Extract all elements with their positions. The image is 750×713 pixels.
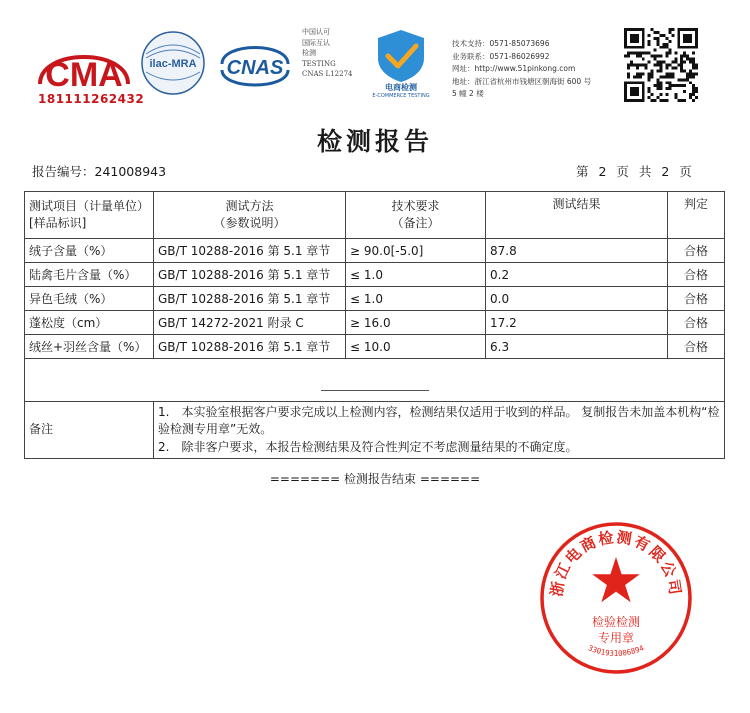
table-header-row — [25, 192, 725, 239]
cell-requirement: ≥ 16.0 — [346, 311, 486, 335]
svg-text:CNAS: CNAS — [226, 57, 284, 79]
table-row — [25, 335, 725, 359]
header-item — [25, 192, 154, 239]
cell-result: 0.2 — [486, 263, 668, 287]
cell-item: 绒子含量（%） — [25, 239, 154, 263]
svg-text:CMA: CMA — [45, 56, 123, 94]
cell-requirement: ≥ 90.0[-5.0] — [346, 239, 486, 263]
cnas-line: 中国认可 — [302, 28, 330, 36]
cell-result: 0.0 — [486, 287, 668, 311]
cell-verdict: 合格 — [668, 263, 725, 287]
header-method-line1: 测试方法 — [225, 199, 274, 213]
header-requirement-line2: （备注） — [391, 216, 440, 230]
svg-text:3301931006894: 3301931006894 — [586, 643, 646, 658]
contact-phone-support: 技术支持：0571-85073696 — [452, 39, 550, 48]
blank-cell — [25, 359, 725, 402]
cell-item: 绒丝+羽丝含量（%） — [25, 335, 154, 359]
separator-line — [321, 390, 429, 391]
svg-text:电商检测: 电商检测 — [385, 83, 417, 92]
contact-address-2: 5 幢 2 楼 — [452, 89, 484, 98]
header-method — [154, 192, 346, 239]
cell-verdict: 合格 — [668, 287, 725, 311]
cnas-line: 国际互认 — [302, 38, 330, 47]
header-item-line2: [样品标识] — [29, 216, 87, 230]
notes-label: 备注 — [25, 402, 154, 459]
ilac-mra-logo — [140, 30, 206, 96]
cell-verdict: 合格 — [668, 311, 725, 335]
contact-website: 网址：http://www.51pinkong.com — [452, 64, 576, 73]
cell-result: 6.3 — [486, 335, 668, 359]
header-item-line1: 测试项目（计量单位） — [29, 199, 150, 213]
table-row — [25, 311, 725, 335]
cnas-logo — [214, 34, 296, 94]
contact-info — [452, 38, 612, 101]
header-verdict: 判定 — [668, 192, 725, 239]
cnas-accreditation-text — [302, 27, 362, 80]
table-row — [25, 263, 725, 287]
qr-code[interactable] — [624, 28, 698, 102]
notes-row — [25, 402, 725, 459]
blank-row — [25, 359, 725, 402]
header-method-line2: （参数说明） — [213, 216, 286, 230]
page-info: 第 2 页 共 2 页 — [576, 164, 695, 179]
cell-method: GB/T 14272-2021 附录 C — [154, 311, 346, 335]
cell-method: GB/T 10288-2016 第 5.1 章节 — [154, 287, 346, 311]
header-requirement-line1: 技术要求 — [391, 199, 440, 213]
cell-method: GB/T 10288-2016 第 5.1 章节 — [154, 239, 346, 263]
contact-address: 地址：浙江省杭州市钱塘区朝海街 600 号 — [452, 76, 592, 86]
table-row — [25, 239, 725, 263]
cell-method: GB/T 10288-2016 第 5.1 章节 — [154, 335, 346, 359]
notes-content — [154, 402, 725, 459]
cnas-line: TESTING — [302, 59, 336, 68]
report-end-mark: ======= 检测报告结束 ====== — [269, 472, 481, 486]
header-requirement — [346, 192, 486, 239]
cnas-line: 检测 — [302, 49, 316, 57]
cell-result: 87.8 — [486, 239, 668, 263]
cell-method: GB/T 10288-2016 第 5.1 章节 — [154, 263, 346, 287]
cell-requirement: ≤ 1.0 — [346, 287, 486, 311]
svg-text:浙江电商检测有限公司: 浙江电商检测有限公司 — [547, 528, 685, 598]
cell-verdict: 合格 — [668, 239, 725, 263]
cell-verdict: 合格 — [668, 335, 725, 359]
svg-text:E-COMMERCE TESTING: E-COMMERCE TESTING — [372, 93, 430, 98]
svg-text:检验检测: 检验检测 — [591, 615, 641, 629]
cell-result: 17.2 — [486, 311, 668, 335]
cell-item: 蓬松度（cm） — [25, 311, 154, 335]
header-result: 测试结果 — [486, 192, 668, 239]
report-title: 检测报告 — [316, 127, 433, 156]
report-number: 报告编号：241008943 — [32, 164, 167, 179]
cma-number: 181111262432 — [38, 92, 145, 106]
contact-phone-business: 业务联系：0571-86026992 — [452, 51, 550, 61]
cell-requirement: ≤ 1.0 — [346, 263, 486, 287]
svg-text:ilac-MRA: ilac-MRA — [149, 58, 197, 70]
svg-text:专用章: 专用章 — [597, 631, 635, 645]
note-item: 1. 本实验室根据客户要求完成以上检测内容，检测结果仅适用于收到的样品。 复制报告未加盖本机构“检验检测专用章”无效。 — [158, 404, 720, 437]
cell-requirement: ≤ 10.0 — [346, 335, 486, 359]
cell-item: 陆禽毛片含量（%） — [25, 263, 154, 287]
results-table — [24, 191, 725, 459]
table-row — [25, 287, 725, 311]
note-item: 2. 除非客户要求，本报告检测结果及符合性判定不考虑测量结果的不确定度。 — [158, 439, 578, 454]
official-seal-stamp — [537, 519, 695, 677]
cell-item: 异色毛绒（%） — [25, 287, 154, 311]
cnas-line: CNAS L12274 — [302, 70, 353, 78]
ecommerce-testing-logo — [368, 26, 434, 98]
